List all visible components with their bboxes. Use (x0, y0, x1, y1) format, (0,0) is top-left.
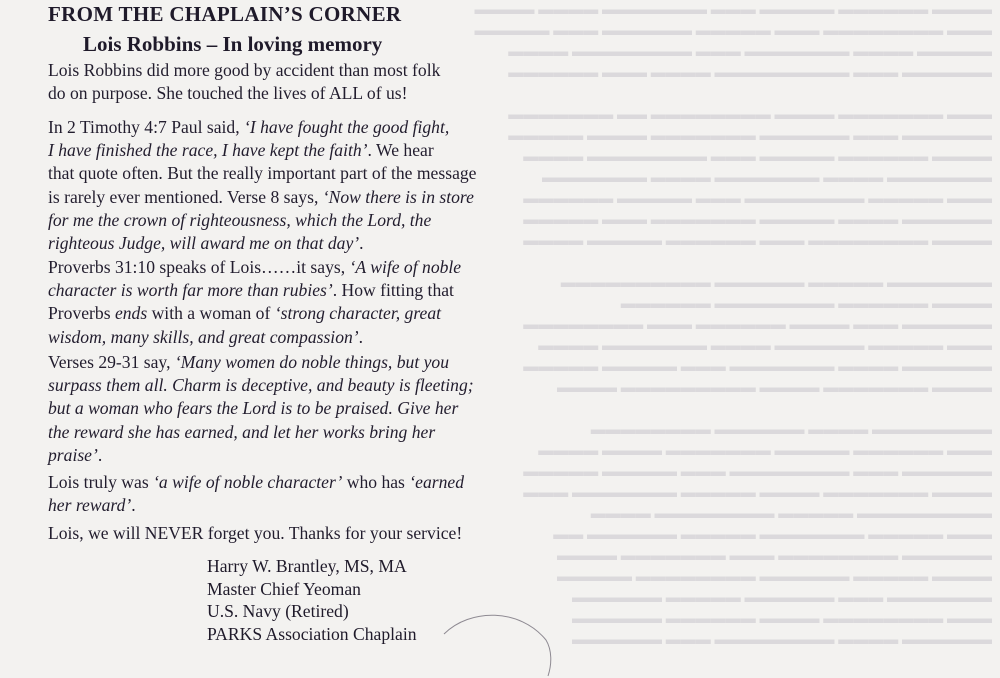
text-fragment: . We hear (367, 140, 434, 161)
text-fragment: with a woman of (147, 303, 275, 324)
text-fragment: . (97, 444, 103, 465)
scripture-quote: praise’ (48, 444, 98, 465)
memorial-subtitle: Lois Robbins – In loving memory (83, 32, 383, 56)
text-line: that quote often. But the really important part of the message (48, 163, 477, 184)
text-fragment: Proverbs 31:10 speaks of Lois……it says, (48, 257, 350, 277)
signature-role: PARKS Association Chaplain (207, 623, 417, 644)
signature-service: U.S. Navy (Retired) (207, 601, 349, 621)
paragraph-verses (48, 351, 474, 467)
text-fragment: Lois truly was (48, 472, 154, 492)
text-fragment: . (131, 495, 136, 516)
scripture-quote: for me the crown of righteousness, which the Lord, the (48, 209, 432, 230)
scripture-quote: ‘A wife of noble (349, 257, 462, 277)
scripture-quote: wisdom, many skills, and great compassion’ (48, 326, 359, 347)
paragraph-proverbs (48, 256, 461, 349)
scripture-quote: ‘Many women do noble things, but you (174, 352, 450, 372)
scripture-quote: I have finished the race, I have kept the faith’ (48, 140, 368, 161)
text-fragment: In 2 Timothy 4:7 Paul said, (48, 117, 245, 137)
text-line: Lois, we will NEVER forget you. Thanks for your service! (48, 523, 463, 543)
page-title: FROM THE CHAPLAIN’S CORNER (48, 2, 402, 26)
scripture-quote: ‘Now there is in store (322, 186, 474, 207)
paragraph-timothy (48, 116, 476, 255)
paragraph-intro (48, 59, 440, 105)
text-fragment: who has (342, 472, 410, 492)
text-fragment: . How fitting that (332, 280, 454, 301)
text-line: do on purpose. She touched the lives of ALL of us! (48, 83, 408, 104)
paragraph-tribute (48, 471, 464, 517)
scripture-quote: surpass them all. Charm is deceptive, and beauty is fleeting; (48, 375, 474, 396)
show-through-texture: ▬▬▬▬ ▬▬▬▬▬▬ ▬▬▬▬▬ ▬▬▬ ▬▬▬▬▬▬▬ ▬▬▬▬ ▬▬▬▬ ▬▬▬ ▬▬▬▬▬▬▬▬ ▬▬▬ ▬▬▬▬▬ ▬▬▬▬▬▬ ▬▬▬ ▬▬▬▬▬ ▬▬▬▬▬ ▬▬▬▬ ▬▬▬▬▬▬▬ ▬▬▬ ▬▬▬▬▬▬▬▬ ▬▬▬▬ ▬▬▬▬▬▬ ▬▬▬ ▬▬▬▬▬▬▬▬▬ ▬▬▬▬ ▬▬▬ ▬▬▬▬▬▬ ▬▬▬ ▬▬▬▬▬▬▬ ▬▬▬▬ ▬▬▬▬▬▬▬▬ ▬▬ ▬▬▬▬▬▬▬ ▬▬▬▬▬▬ ▬▬▬ ▬▬▬▬▬▬ ▬▬▬▬▬▬▬ ▬▬▬▬ ▬▬▬▬▬ ▬▬▬▬ ▬▬▬▬▬▬ ▬▬▬▬▬ ▬▬▬ ▬▬▬▬▬▬▬▬ ▬▬▬▬ ▬▬▬▬▬▬▬ ▬▬▬▬ ▬▬▬▬▬▬▬ ▬▬▬▬ ▬▬▬▬▬▬▬ ▬▬▬ ▬▬▬▬▬ ▬▬▬▬▬▬▬▬ ▬▬▬ ▬▬▬▬▬ ▬▬▬▬▬▬ ▬▬▬▬▬▬ ▬▬▬▬ ▬▬▬▬▬ ▬▬▬▬▬▬▬ ▬▬▬ ▬▬▬▬▬ ▬▬▬▬ ▬▬▬▬▬▬▬▬ ▬▬▬ ▬▬▬▬▬▬ ▬▬▬▬▬ ▬▬▬▬ ▬▬▬▬▬▬▬ ▬▬▬▬▬ ▬▬▬▬▬▬ ▬▬▬▬▬▬▬▬▬▬ ▬▬▬▬ ▬▬▬▬▬▬ ▬▬▬▬▬▬▬▬ ▬▬▬▬▬▬ ▬▬▬▬▬▬ ▬▬▬ ▬▬▬▬ ▬▬▬▬▬▬ ▬▬▬ ▬▬▬▬▬▬▬▬ ▬▬▬ ▬▬▬▬▬ ▬▬▬▬▬▬ ▬▬▬▬ ▬▬▬▬▬▬▬ ▬▬▬▬ ▬▬▬▬▬▬ ▬▬▬▬ ▬▬▬▬▬▬▬ ▬▬▬ ▬▬▬▬▬ ▬▬▬▬▬ ▬▬▬▬ ▬▬▬▬▬▬▬ ▬▬▬▬ ▬▬▬▬▬▬▬▬▬ ▬▬▬▬ ▬▬▬▬▬▬▬▬ ▬▬▬▬ ▬▬▬▬▬▬ ▬▬▬▬▬▬▬▬ ▬▬▬ ▬▬▬▬▬▬ ▬▬▬▬▬ ▬▬▬▬▬▬▬ ▬▬▬▬ ▬▬▬▬ ▬▬▬▬▬▬ ▬▬▬ ▬▬▬▬▬▬▬▬ ▬▬▬ ▬▬▬▬▬ ▬▬▬▬▬ ▬▬▬▬ ▬▬▬▬▬▬▬ ▬▬▬▬ ▬▬▬▬▬ ▬▬▬▬▬▬▬ ▬▬▬ ▬▬▬▬▬▬▬▬▬ ▬▬▬▬▬ ▬▬▬▬▬▬▬▬ ▬▬▬▬ ▬▬▬ ▬▬▬▬▬ ▬▬▬▬▬▬▬ ▬▬▬▬▬ ▬▬▬▬▬▬ ▬▬ ▬▬▬▬▬▬ ▬▬▬▬▬▬▬▬ ▬▬▬ ▬▬▬▬▬▬▬ ▬▬▬▬ ▬▬▬▬ ▬▬▬▬▬ ▬▬▬▬▬▬ ▬▬▬▬▬▬▬▬ ▬▬▬▬▬ ▬▬▬▬▬▬▬ ▬▬▬ ▬▬▬▬▬▬ ▬▬▬▬▬ ▬▬▬▬▬▬ ▬▬▬ ▬▬▬▬▬▬▬▬ ▬▬▬▬ ▬▬▬▬▬▬ ▬▬▬▬▬▬ ▬▬▬▬▬▬ ▬▬▬▬ ▬▬▬▬▬▬▬▬ ▬▬▬ ▬▬▬▬▬▬ (474, 2, 992, 648)
scripture-quote: character is worth far more than rubies’ (48, 280, 333, 301)
paragraph-closing (48, 522, 462, 545)
scripture-quote: ‘earned (409, 472, 465, 492)
scripture-quote: the reward she has earned, and let her works bring her (48, 421, 436, 442)
signature-block (207, 555, 417, 645)
emphasis-word: ends (114, 303, 148, 324)
text-fragment: . (358, 326, 364, 347)
text-fragment: is rarely ever mentioned. Verse 8 says, (48, 186, 323, 207)
scripture-quote: ‘I have fought the good fight, (244, 117, 450, 137)
scripture-quote: ‘strong character, great (274, 303, 442, 324)
text-line: Lois Robbins did more good by accident than most folk (48, 60, 441, 80)
text-fragment: . (359, 233, 364, 254)
scripture-quote: but a woman who fears the Lord is to be praised. Give her (48, 398, 459, 419)
signature-rank: Master Chief Yeoman (207, 578, 361, 599)
scripture-quote: her reward’ (48, 495, 132, 516)
signature-name: Harry W. Brantley, MS, MA (207, 556, 407, 576)
text-fragment: Verses 29-31 say, (48, 352, 175, 372)
scripture-quote: ‘a wife of noble character’ (153, 472, 343, 492)
scripture-quote: righteous Judge, will award me on that day’ (48, 233, 360, 254)
paper-fold-mark (440, 600, 560, 678)
text-fragment: Proverbs (48, 303, 115, 324)
